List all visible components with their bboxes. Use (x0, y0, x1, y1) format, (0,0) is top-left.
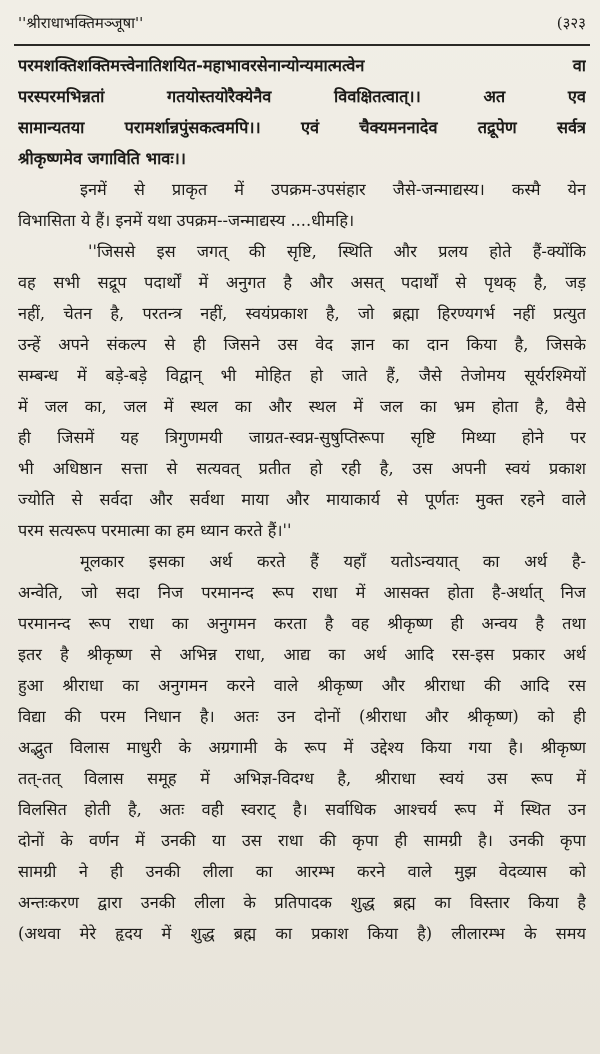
text-line: हुआ श्रीराधा का अनुगमन करने वाले श्रीकृष्ण और श्रीराधा की आदि रस (18, 676, 586, 695)
text-line: परमानन्द रूप राधा का अनुगमन करता है वह श्रीकृष्ण ही अन्वय है तथा (18, 614, 586, 633)
text-line: अद्भुत विलास माधुरी के अग्रगामी के रूप में उद्देश्य किया गया है। श्रीकृष्ण (18, 738, 586, 757)
text-line: परम सत्यरूप परमात्मा का हम ध्यान करते हैं।'' (18, 521, 292, 540)
text-line: विलसित होती है, अतः वही स्वराट् है। सर्वाधिक आश्चर्य रूप में स्थित उन (18, 800, 586, 819)
text-line: सम्बन्ध में बड़े-बड़े विद्वान् भी मोहित हो जाते हैं, जैसे तेजोमय सूर्यरश्मियों (18, 366, 586, 385)
text-line: इनमें से प्राकृत में उपक्रम-उपसंहार जैसे-जन्माद्यस्य। कस्मै येन (80, 180, 586, 199)
text-line: भी अधिष्ठान सत्ता से सत्यवत् प्रतीत हो रही है, उस अपनी स्वयं प्रकाश (18, 459, 586, 478)
text-line: परमशक्तिशक्तिमत्त्वेनातिशयित-महाभावरसेनान्योन्यमात्मत्वेन वा (18, 56, 586, 75)
text-line: तत्-तत् विलास समूह में अभिज्ञ-विदग्ध है, श्रीराधा स्वयं उस रूप में (18, 769, 586, 788)
text-line: (अथवा मेरे हृदय में शुद्ध ब्रह्म का प्रकाश किया है) लीलारम्भ के समय (18, 924, 586, 943)
text-line: विद्या की परम निधान है। अतः उन दोनों (श्रीराधा और श्रीकृष्ण) को ही (18, 707, 586, 726)
page-number: (३२३ (556, 14, 586, 32)
text-line: परस्परमभिन्नतां गतयोस्तयोरैक्येनैव विवक्षितत्वात्।। अत एव (18, 87, 586, 106)
text-line: विभासिता ये हैं। इनमें यथा उपक्रम--जन्माद्यस्य ....धीमहि। (18, 211, 355, 230)
text-line: अन्तःकरण द्वारा उनकी लीला के प्रतिपादक शुद्ध ब्रह्म का विस्तार किया है (18, 893, 586, 912)
text-line: सामान्यतया परामर्शान्नपुंसकत्वमपि।। एवं चैक्यमननादेव तद्रूपेण सर्वत्र (18, 118, 586, 137)
running-head (18, 8, 586, 38)
running-head-title: ''श्रीराधाभक्तिमञ्जूषा'' (18, 14, 144, 32)
text-line: ''जिससे इस जगत् की सृष्टि, स्थिति और प्रलय होते हैं-क्योंकि (88, 242, 586, 261)
text-line: अन्वेति, जो सदा निज परमानन्द रूप राधा में आसक्त होता है-अर्थात् निज (18, 583, 586, 602)
text-line: मूलकार इसका अर्थ करते हैं यहाँ यतोऽन्वयात् का अर्थ है- (80, 552, 586, 571)
text-line: इतर है श्रीकृष्ण से अभिन्न राधा, आद्य का अर्थ आदि रस-इस प्रकार अर्थ (18, 645, 586, 664)
text-line: ज्योति से सर्वदा और सर्वथा माया और मायाकार्य से पूर्णतः मुक्त रहने वाले (18, 490, 586, 509)
body-text (18, 50, 586, 949)
text-line: उन्हें अपने संकल्प से ही जिसने उस वेद ज्ञान का दान किया है, जिसके (18, 335, 586, 354)
text-line: वह सभी सद्रूप पदार्थों में अनुगत है और असत् पदार्थों से पृथक् है, जड़ (18, 273, 586, 292)
header-rule (14, 44, 590, 46)
text-line: श्रीकृष्णमेव जगाविति भावः।। (18, 149, 186, 168)
text-line: नहीं, चेतन है, परतन्त्र नहीं, स्वयंप्रकाश है, जो ब्रह्मा हिरण्यगर्भ नहीं प्रत्युत (18, 304, 586, 323)
text-line: सामग्री ने ही उनकी लीला का आरम्भ करने वाले मुझ वेदव्यास को (18, 862, 586, 881)
text-line: में जल का, जल में स्थल का और स्थल में जल का भ्रम होता है, वैसे (18, 397, 586, 416)
text-line: ही जिसमें यह त्रिगुणमयी जाग्रत-स्वप्न-सुषुप्तिरूपा सृष्टि मिथ्या होने पर (18, 428, 586, 447)
text-line: दोनों के वर्णन में उनकी या उस राधा की कृपा ही सामग्री है। उनकी कृपा (18, 831, 586, 850)
